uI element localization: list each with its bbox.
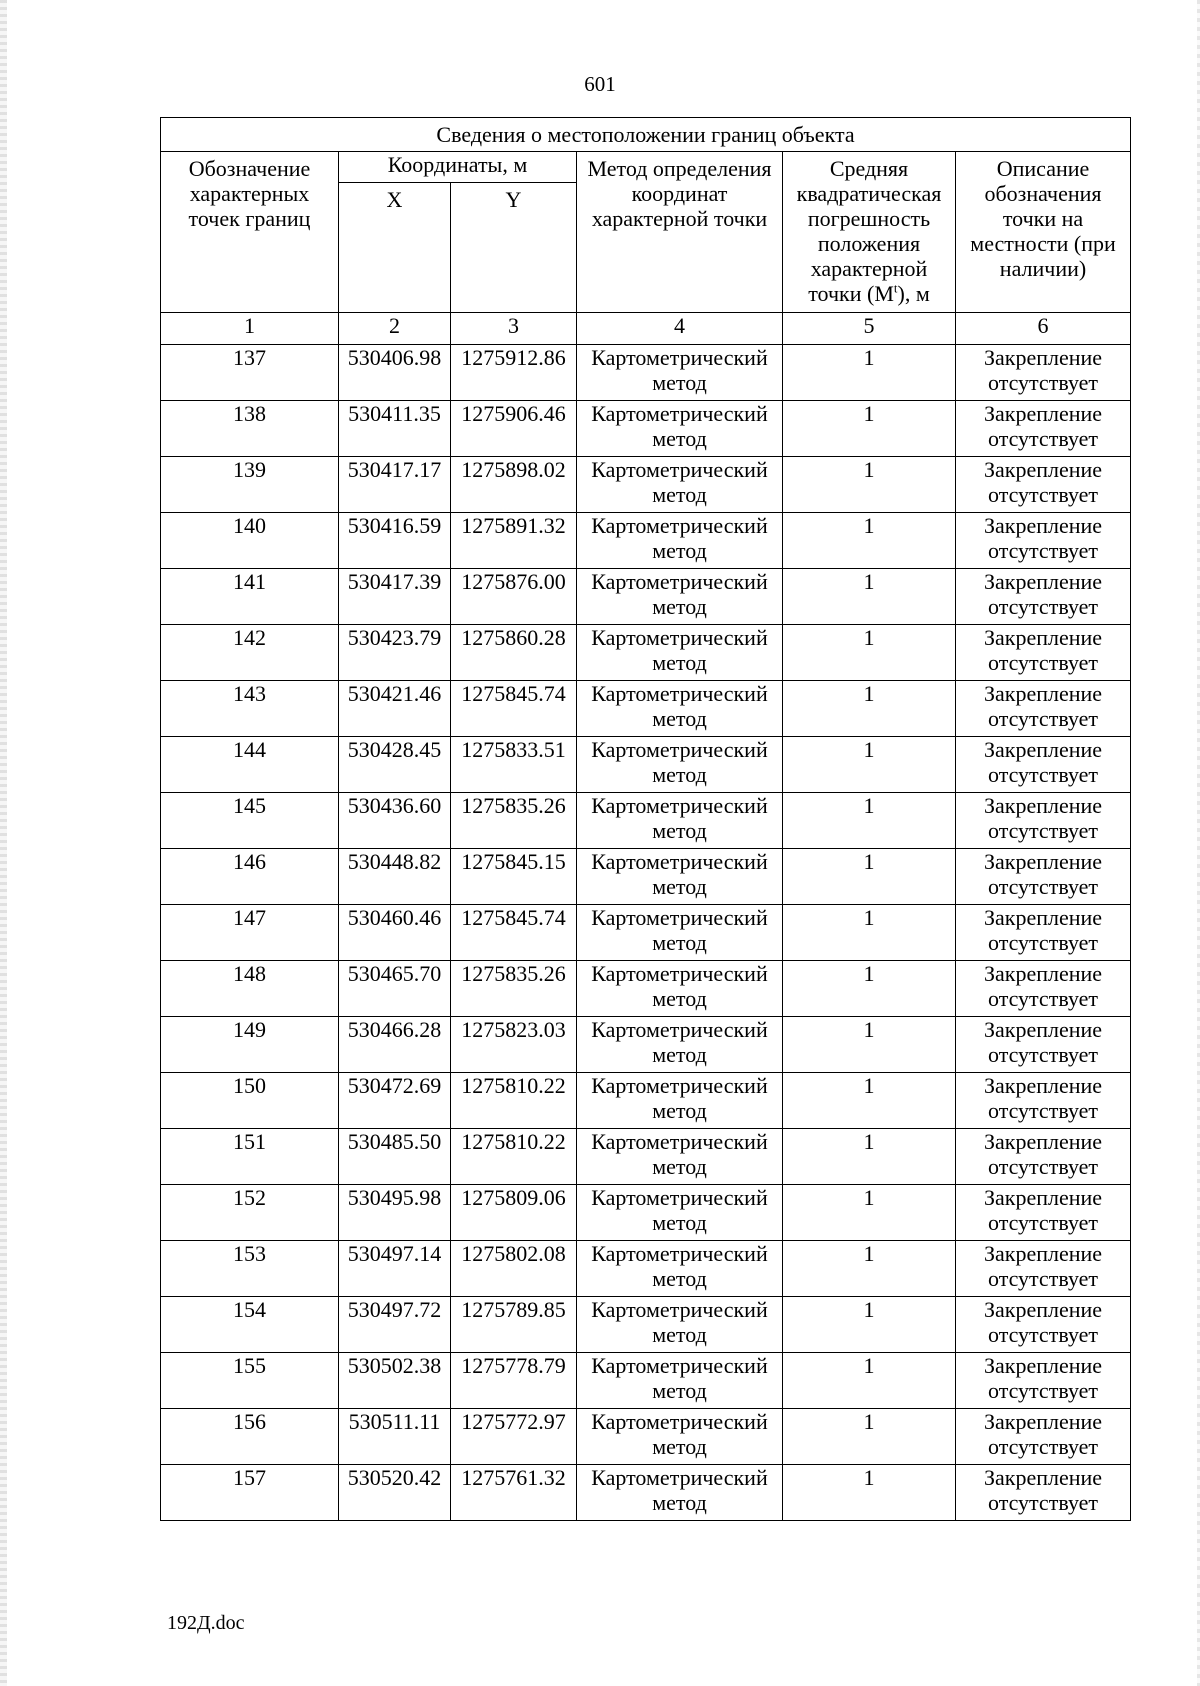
cell-description: Закрепление отсутствует	[956, 1073, 1131, 1129]
cell-x: 530416.59	[339, 513, 451, 569]
table-row	[161, 737, 1131, 793]
column-number: 6	[956, 313, 1131, 345]
table-row	[161, 625, 1131, 681]
cell-point: 148	[161, 961, 339, 1017]
cell-description: Закрепление отсутствует	[956, 681, 1131, 737]
cell-point: 142	[161, 625, 339, 681]
cell-description: Закрепление отсутствует	[956, 457, 1131, 513]
cell-method: Картометрический метод	[577, 401, 783, 457]
table-row	[161, 513, 1131, 569]
cell-description: Закрепление отсутствует	[956, 1353, 1131, 1409]
table-row	[161, 1073, 1131, 1129]
cell-point: 149	[161, 1017, 339, 1073]
cell-error: 1	[783, 849, 956, 905]
cell-description: Закрепление отсутствует	[956, 849, 1131, 905]
table-body	[161, 345, 1131, 1521]
cell-y: 1275810.22	[451, 1073, 577, 1129]
cell-error: 1	[783, 1297, 956, 1353]
table-row	[161, 793, 1131, 849]
table-row	[161, 1241, 1131, 1297]
cell-method: Картометрический метод	[577, 1297, 783, 1353]
cell-description: Закрепление отсутствует	[956, 1129, 1131, 1185]
cell-error: 1	[783, 345, 956, 401]
cell-point: 152	[161, 1185, 339, 1241]
cell-x: 530460.46	[339, 905, 451, 961]
table-row	[161, 569, 1131, 625]
cell-description: Закрепление отсутствует	[956, 1241, 1131, 1297]
cell-x: 530497.14	[339, 1241, 451, 1297]
cell-error: 1	[783, 1017, 956, 1073]
cell-description: Закрепление отсутствует	[956, 1465, 1131, 1521]
cell-y: 1275789.85	[451, 1297, 577, 1353]
cell-y: 1275845.74	[451, 905, 577, 961]
column-number: 5	[783, 313, 956, 345]
cell-method: Картометрический метод	[577, 961, 783, 1017]
column-number: 2	[339, 313, 451, 345]
cell-method: Картометрический метод	[577, 849, 783, 905]
cell-point: 146	[161, 849, 339, 905]
cell-description: Закрепление отсутствует	[956, 1297, 1131, 1353]
cell-x: 530485.50	[339, 1129, 451, 1185]
cell-description: Закрепление отсутствует	[956, 1409, 1131, 1465]
cell-description: Закрепление отсутствует	[956, 737, 1131, 793]
cell-error: 1	[783, 1129, 956, 1185]
cell-method: Картометрический метод	[577, 1465, 783, 1521]
cell-x: 530520.42	[339, 1465, 451, 1521]
table-row	[161, 849, 1131, 905]
cell-y: 1275845.74	[451, 681, 577, 737]
cell-method: Картометрический метод	[577, 1185, 783, 1241]
table-row	[161, 1409, 1131, 1465]
cell-method: Картометрический метод	[577, 905, 783, 961]
cell-x: 530417.17	[339, 457, 451, 513]
cell-x: 530421.46	[339, 681, 451, 737]
cell-point: 157	[161, 1465, 339, 1521]
cell-error: 1	[783, 457, 956, 513]
cell-method: Картометрический метод	[577, 1129, 783, 1185]
cell-y: 1275876.00	[451, 569, 577, 625]
cell-point: 141	[161, 569, 339, 625]
cell-method: Картометрический метод	[577, 681, 783, 737]
cell-description: Закрепление отсутствует	[956, 625, 1131, 681]
cell-x: 530466.28	[339, 1017, 451, 1073]
cell-method: Картометрический метод	[577, 457, 783, 513]
cell-y: 1275906.46	[451, 401, 577, 457]
header-coordinates: Координаты, м	[339, 152, 577, 183]
cell-method: Картометрический метод	[577, 345, 783, 401]
cell-description: Закрепление отсутствует	[956, 1017, 1131, 1073]
page-number: 601	[584, 72, 616, 96]
cell-error: 1	[783, 961, 956, 1017]
column-number: 4	[577, 313, 783, 345]
table-row	[161, 1353, 1131, 1409]
cell-y: 1275761.32	[451, 1465, 577, 1521]
header-method: Метод определения координат характерной точки	[577, 152, 783, 313]
scan-edge-left	[0, 0, 7, 1686]
table-row	[161, 1129, 1131, 1185]
footer-filename: 192Д.doc	[167, 1612, 245, 1634]
cell-x: 530472.69	[339, 1073, 451, 1129]
cell-x: 530465.70	[339, 961, 451, 1017]
cell-description: Закрепление отсутствует	[956, 961, 1131, 1017]
cell-x: 530406.98	[339, 345, 451, 401]
cell-point: 140	[161, 513, 339, 569]
cell-description: Закрепление отсутствует	[956, 345, 1131, 401]
header-error	[783, 152, 956, 313]
table-header	[161, 118, 1131, 345]
cell-y: 1275891.32	[451, 513, 577, 569]
cell-point: 156	[161, 1409, 339, 1465]
cell-error: 1	[783, 625, 956, 681]
cell-description: Закрепление отсутствует	[956, 1185, 1131, 1241]
cell-point: 154	[161, 1297, 339, 1353]
header-error-superscript: t	[893, 280, 898, 296]
cell-error: 1	[783, 569, 956, 625]
cell-y: 1275845.15	[451, 849, 577, 905]
cell-point: 145	[161, 793, 339, 849]
cell-x: 530448.82	[339, 849, 451, 905]
cell-description: Закрепление отсутствует	[956, 905, 1131, 961]
cell-y: 1275772.97	[451, 1409, 577, 1465]
cell-error: 1	[783, 1353, 956, 1409]
cell-method: Картометрический метод	[577, 1073, 783, 1129]
cell-method: Картометрический метод	[577, 1017, 783, 1073]
table-row	[161, 681, 1131, 737]
table-row	[161, 345, 1131, 401]
cell-x: 530495.98	[339, 1185, 451, 1241]
header-x: X	[339, 183, 451, 313]
cell-error: 1	[783, 737, 956, 793]
cell-point: 138	[161, 401, 339, 457]
cell-y: 1275778.79	[451, 1353, 577, 1409]
cell-x: 530497.72	[339, 1297, 451, 1353]
cell-point: 150	[161, 1073, 339, 1129]
table-row	[161, 961, 1131, 1017]
cell-description: Закрепление отсутствует	[956, 793, 1131, 849]
cell-method: Картометрический метод	[577, 737, 783, 793]
table-title: Сведения о местоположении границ объекта	[161, 118, 1131, 152]
cell-y: 1275810.22	[451, 1129, 577, 1185]
cell-point: 153	[161, 1241, 339, 1297]
cell-x: 530511.11	[339, 1409, 451, 1465]
header-description: Описание обозначения точки на местности (при наличии)	[956, 152, 1131, 313]
column-number: 3	[451, 313, 577, 345]
cell-point: 147	[161, 905, 339, 961]
cell-y: 1275835.26	[451, 961, 577, 1017]
table-row	[161, 1185, 1131, 1241]
cell-error: 1	[783, 1465, 956, 1521]
cell-error: 1	[783, 1185, 956, 1241]
cell-method: Картометрический метод	[577, 625, 783, 681]
cell-y: 1275912.86	[451, 345, 577, 401]
cell-point: 151	[161, 1129, 339, 1185]
cell-method: Картометрический метод	[577, 1353, 783, 1409]
cell-method: Картометрический метод	[577, 513, 783, 569]
column-number-row	[161, 313, 1131, 345]
boundary-table	[160, 117, 1131, 1521]
table-row	[161, 401, 1131, 457]
cell-method: Картометрический метод	[577, 1241, 783, 1297]
cell-method: Картометрический метод	[577, 569, 783, 625]
table-row	[161, 457, 1131, 513]
header-point: Обозначение характерных точек границ	[161, 152, 339, 313]
cell-error: 1	[783, 1073, 956, 1129]
cell-point: 155	[161, 1353, 339, 1409]
cell-y: 1275898.02	[451, 457, 577, 513]
cell-error: 1	[783, 1241, 956, 1297]
cell-point: 143	[161, 681, 339, 737]
table-row	[161, 905, 1131, 961]
column-number: 1	[161, 313, 339, 345]
header-error-suffix: ), м	[897, 281, 930, 306]
cell-x: 530411.35	[339, 401, 451, 457]
header-y: Y	[451, 183, 577, 313]
cell-error: 1	[783, 401, 956, 457]
cell-point: 139	[161, 457, 339, 513]
cell-y: 1275835.26	[451, 793, 577, 849]
cell-x: 530423.79	[339, 625, 451, 681]
cell-point: 144	[161, 737, 339, 793]
cell-description: Закрепление отсутствует	[956, 401, 1131, 457]
cell-y: 1275809.06	[451, 1185, 577, 1241]
cell-x: 530436.60	[339, 793, 451, 849]
cell-x: 530417.39	[339, 569, 451, 625]
cell-error: 1	[783, 681, 956, 737]
header-error-prefix: Средняя квадратическая погрешность положения характерной точки (М	[796, 156, 942, 306]
table-row	[161, 1297, 1131, 1353]
cell-method: Картометрический метод	[577, 793, 783, 849]
cell-description: Закрепление отсутствует	[956, 569, 1131, 625]
cell-x: 530428.45	[339, 737, 451, 793]
cell-y: 1275860.28	[451, 625, 577, 681]
table-row	[161, 1017, 1131, 1073]
cell-error: 1	[783, 513, 956, 569]
cell-method: Картометрический метод	[577, 1409, 783, 1465]
cell-description: Закрепление отсутствует	[956, 513, 1131, 569]
cell-y: 1275823.03	[451, 1017, 577, 1073]
cell-y: 1275802.08	[451, 1241, 577, 1297]
cell-error: 1	[783, 793, 956, 849]
cell-error: 1	[783, 1409, 956, 1465]
cell-error: 1	[783, 905, 956, 961]
cell-point: 137	[161, 345, 339, 401]
table-row	[161, 1465, 1131, 1521]
cell-x: 530502.38	[339, 1353, 451, 1409]
cell-y: 1275833.51	[451, 737, 577, 793]
